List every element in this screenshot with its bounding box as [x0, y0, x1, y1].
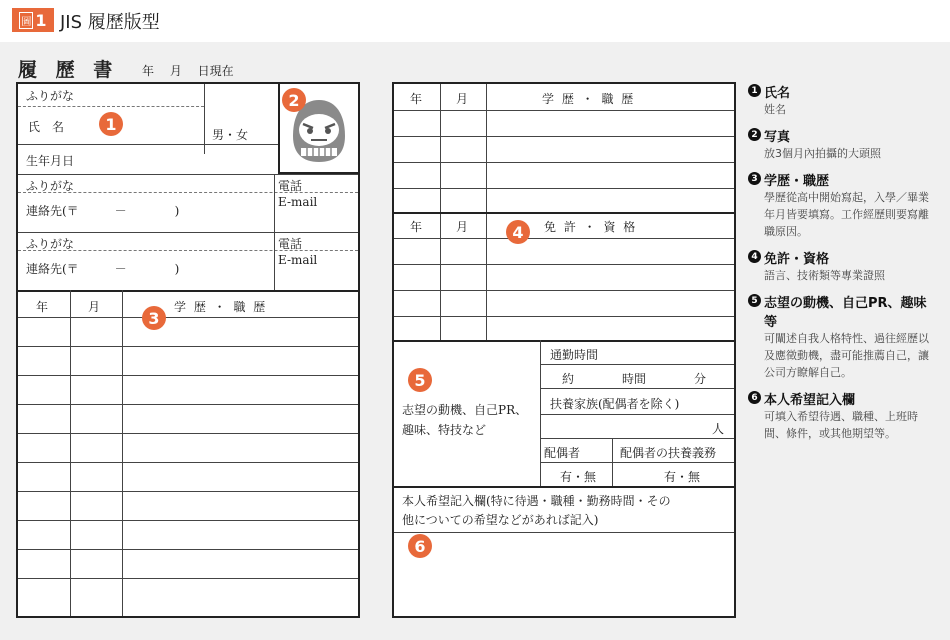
legend-number: 1: [748, 84, 761, 97]
email-label-1: E-mail: [278, 195, 318, 209]
figure-title: JIS 履歷版型: [60, 12, 160, 33]
legend-number: 4: [748, 250, 761, 263]
furigana-label: ふりがな: [26, 89, 75, 103]
legend-title: 志望の動機、自己PR、趣味等: [764, 296, 927, 330]
resume-date: 年 月 日現在: [142, 64, 234, 78]
figure-badge-label: 圖: [19, 12, 33, 29]
legend-title: 写真: [764, 130, 791, 145]
history-title-header-right: 学 歴 ・ 職 歴: [542, 92, 636, 106]
legend-number: 5: [748, 294, 761, 307]
contact-furigana-2: ふりがな: [26, 237, 75, 251]
legend-title: 本人希望記入欄: [764, 393, 856, 408]
commute-label: 通勤時間: [550, 348, 599, 362]
contact-furigana-1: ふりがな: [26, 179, 75, 193]
marker-6: 6: [408, 534, 432, 558]
contact-address-1: 連絡先(〒 － ): [26, 204, 180, 218]
history-month-header-right: 月: [456, 92, 469, 106]
legend-item: [748, 389, 938, 442]
name-label: 氏 名: [28, 120, 65, 134]
legend-number: 6: [748, 391, 761, 404]
legend-title: 免許・資格: [764, 252, 830, 267]
spouse-label: 配偶者: [544, 446, 581, 460]
license-year-header: 年: [410, 220, 423, 234]
license-title-header: 免 許 ・ 資 格: [544, 220, 638, 234]
marker-2: 2: [282, 88, 306, 112]
marker-3: 3: [142, 306, 166, 330]
legend-number: 2: [748, 128, 761, 141]
legend-item: [748, 292, 938, 381]
legend-item: [748, 170, 938, 240]
spouse-value: 有・無: [560, 470, 597, 484]
legend: [748, 82, 938, 450]
legend-body: 姓名: [764, 103, 786, 116]
marker-1: 1: [99, 112, 123, 136]
legend-body: 學歷從高中開始寫起，入學／畢業年月皆要填寫。工作經歷則要寫離職原因。: [764, 191, 929, 238]
tel-label-2: 電話: [278, 237, 303, 251]
birthdate-label: 生年月日: [26, 154, 75, 168]
marker-4: 4: [506, 220, 530, 244]
contact-address-2: 連絡先(〒 － ): [26, 262, 180, 276]
legend-body: 可闡述自我人格特性、過往經歷以及應徵動機，盡可能推薦自己，讓公司方瞭解自己。: [764, 332, 929, 379]
tel-label-1: 電話: [278, 179, 303, 193]
legend-body: 可填入希望待遇、職種、上班時間、條件，或其他期望等。: [764, 410, 918, 440]
license-month-header: 月: [456, 220, 469, 234]
dependents-unit: 人: [712, 422, 725, 436]
commute-value: 約 時間 分: [562, 372, 707, 386]
legend-item: [748, 126, 938, 162]
left-sheet: [16, 82, 360, 618]
legend-body: 放3個月內拍攝的大頭照: [764, 147, 881, 160]
request-label: 本人希望記入欄(特に待遇・職種・勤務時間・その他についての希望などがあれば記入): [402, 494, 671, 527]
marker-5: 5: [408, 368, 432, 392]
figure-badge-number: 1: [35, 10, 47, 30]
legend-title: 氏名: [764, 86, 791, 101]
gender-label: 男・女: [212, 128, 249, 142]
legend-item: [748, 82, 938, 118]
legend-item: [748, 248, 938, 284]
legend-body: 語言、技術類等專業證照: [764, 269, 885, 282]
history-year-header: 年: [36, 300, 49, 314]
dependents-label: 扶養家族(配偶者を除く): [550, 397, 680, 411]
resume-title: 履 歷 書: [18, 59, 119, 81]
history-month-header: 月: [88, 300, 101, 314]
legend-title: 学歴・職歴: [764, 174, 830, 189]
legend-number: 3: [748, 172, 761, 185]
spouse-support-label: 配偶者の扶養義務: [620, 446, 717, 460]
right-sheet: [392, 82, 736, 618]
spouse-support-value: 有・無: [664, 470, 701, 484]
figure-badge: [12, 8, 54, 32]
email-label-2: E-mail: [278, 253, 318, 267]
history-year-header-right: 年: [410, 92, 423, 106]
history-title-header: 学 歴 ・ 職 歴: [174, 300, 268, 314]
motive-label: 志望の動機、自己PR、趣味、特技など: [402, 403, 528, 437]
